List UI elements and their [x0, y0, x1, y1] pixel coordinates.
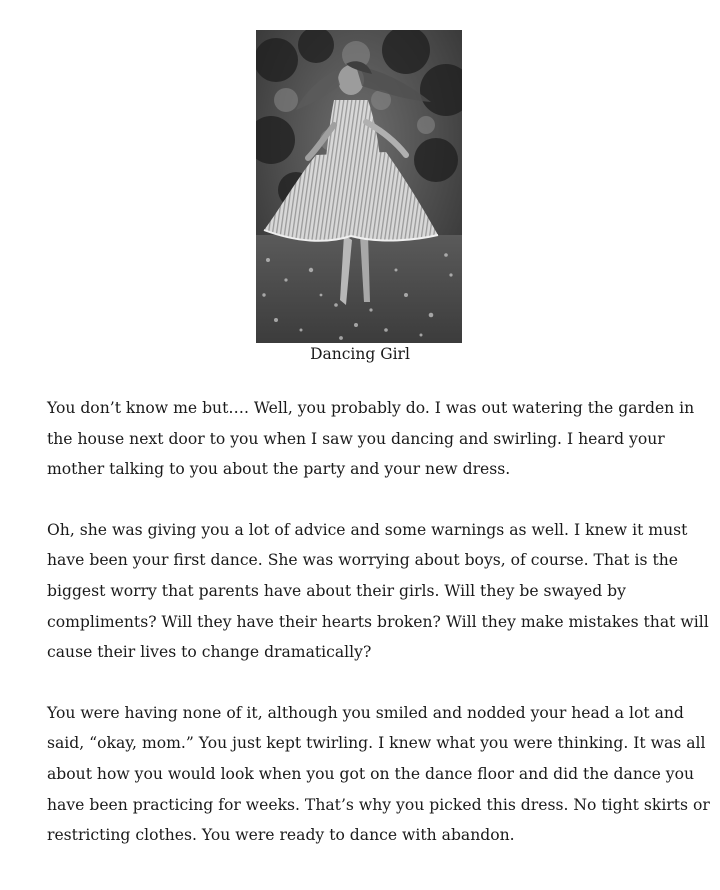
text-line: You were having none of it, although you smiled and nodded your head a lot and — [47, 703, 684, 722]
text-line: have been your first dance. She was worrying about boys, of course. That is the — [47, 551, 678, 570]
photo-caption: Dancing Girl — [310, 345, 410, 363]
paragraph — [47, 515, 709, 668]
text-line: compliments? Will they have their hearts broken? Will they make mistakes that will — [47, 612, 709, 631]
text-line: Oh, she was giving you a lot of advice and some warnings as well. I knew it must — [47, 520, 688, 539]
text-line: mother talking to you about the party and your new dress. — [47, 460, 511, 479]
girl-twirling-dress-icon — [256, 30, 462, 343]
text-line: have been practicing for weeks. That’s why you picked this dress. No tight skirts or — [47, 795, 710, 814]
text-line: You don’t know me but…. Well, you probably do. I was out watering the garden in — [47, 399, 695, 417]
text-line: said, “okay, mom.” You just kept twirling. I knew what you were thinking. It was all — [47, 734, 706, 753]
text-line: restricting clothes. You were ready to dance with abandon. — [47, 826, 515, 845]
text-line: the house next door to you when I saw you dancing and swirling. I heard your — [47, 429, 665, 448]
paragraph — [47, 393, 695, 485]
paragraph — [47, 698, 710, 851]
text-line: biggest worry that parents have about their girls. Will they be swayed by — [47, 581, 626, 600]
story-text — [47, 393, 710, 881]
text-line: cause their lives to change dramatically? — [47, 643, 372, 662]
dancing-girl-photo — [256, 30, 462, 343]
text-line: about how you would look when you got on the dance floor and did the dance you — [47, 764, 695, 783]
